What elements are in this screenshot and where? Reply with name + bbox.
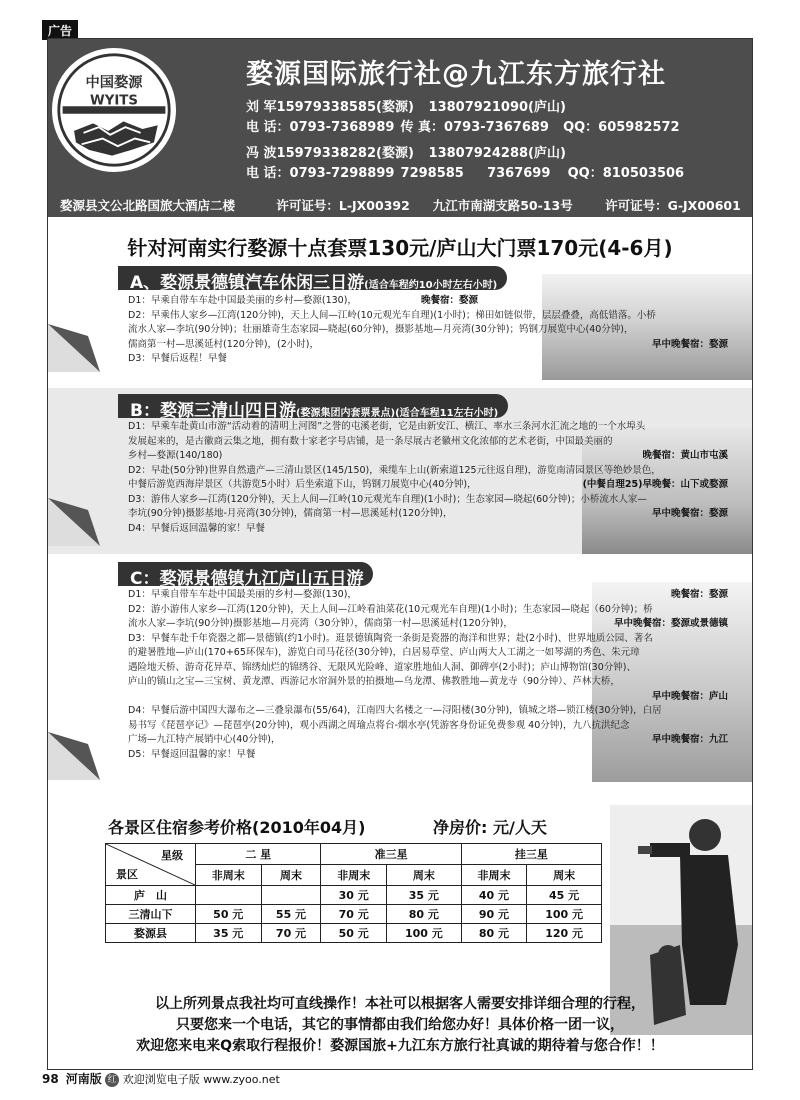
- ad-tag: 广告: [42, 20, 78, 40]
- address-jiujiang: 九江市南湖支路50-13号: [432, 198, 573, 213]
- contact-1-phone[interactable]: 电 话：0793-7368989: [246, 120, 395, 135]
- edition-label: 河南版: [65, 1072, 102, 1086]
- license-wuyuan: 许可证号：L-JX00392: [276, 198, 410, 213]
- tour-c-section: [48, 562, 752, 787]
- price-cell: 70 元: [261, 924, 321, 943]
- price-table: [105, 843, 602, 943]
- table-row: [106, 924, 602, 943]
- contact-row-3: [246, 142, 566, 161]
- footer-site[interactable]: 欢迎浏览电子版 www.zyoo.net: [122, 1073, 280, 1086]
- contact-2-phone-b[interactable]: 7298585: [400, 166, 464, 181]
- logo-emblem-icon: [55, 51, 173, 169]
- tour-b-note: (婺源集团内套票景点)(适合车程11左右小时): [295, 408, 499, 419]
- tour-a-d2-line3: 儒商第一村—思溪延村(120分钟)，(2小时)，: [128, 338, 320, 350]
- contact-1-mobile-b[interactable]: 13807921090(庐山): [428, 100, 566, 115]
- table-corner-cell: [106, 844, 196, 886]
- weekday-header: 非周末: [196, 865, 262, 886]
- tour-c-day-1: [128, 588, 728, 603]
- logo-top-text: 中国婺源: [85, 75, 143, 92]
- tour-b-d3-line2: 李坑(90分钟)摄影基地-月亮湾(30分钟)，儒商第一村—思溪延村(120分钟)，: [128, 508, 453, 519]
- tour-a-section: [48, 266, 752, 380]
- tour-c-itinerary: [128, 588, 728, 762]
- contact-row-4: [246, 162, 684, 181]
- price-cell: 55 元: [261, 905, 321, 924]
- contact-row-2: [246, 116, 680, 135]
- price-cell: 45 元: [527, 886, 602, 905]
- tour-b-d1-line2: 发展起来的，是古徽商云集之地，拥有数十家老字号店铺，是一条尽展古老徽州文化浓郁的艺术老街，中国最美丽的: [128, 435, 613, 447]
- tour-a-d2-meal: 早中晚餐宿：婺源: [651, 338, 728, 350]
- tour-c-d2-line2: 流水人家—李坑(90分钟)摄影基地—月亮湾（30分钟），儒商第一村—思溪延村(120分钟)，: [128, 618, 513, 629]
- contact-row-1: [246, 96, 566, 115]
- tour-b-d3-line1: D3：游伟人家乡—江湾(120分钟)，天上人间—江岭(10元观光车自理)(1小时)；生态家园—晓起(60分钟)；小桥流水人家—: [128, 493, 647, 505]
- contact-2-phone[interactable]: 电 话：0793-7298899: [246, 166, 395, 181]
- tour-c-d1-meal: 晚餐宿：婺源: [670, 589, 728, 600]
- promo-headline: 针对河南实行婺源十点套票130元/庐山大门票170元(4-6月): [127, 236, 673, 260]
- price-cell: 50 元: [321, 924, 387, 943]
- tour-c-d4-line2: 易书写《琵琶亭记》—琵琶亭(20分钟)，观小西湖之周瑜点将台-烟水亭(凭游客身份证免费参观 40分钟)，九八抗洪纪念: [128, 719, 630, 731]
- contact-1-mobile-a[interactable]: 刘 军15979338585(婺源): [246, 100, 414, 115]
- corner-bottom-label: 景区: [116, 868, 138, 881]
- tour-a-itinerary: [128, 294, 728, 367]
- weekend-header: 周末: [527, 865, 602, 886]
- address-row: [60, 196, 740, 214]
- weekend-header: 周末: [386, 865, 461, 886]
- price-cell: 80 元: [461, 924, 527, 943]
- price-cell: [196, 886, 262, 905]
- contact-2-qq[interactable]: QQ：810503506: [567, 166, 685, 181]
- level-header: 挂三星: [461, 844, 601, 865]
- tour-c-title-bar: [118, 562, 373, 589]
- tour-b-d2-line2: 中餐后游览西海岸景区（共游览5小时）后坐索道下山，钨钢刀展览中心(40分钟)，: [128, 479, 477, 490]
- tour-b-d2-line1: D2：早赴(50分钟)世界自然遗产—三清山景区(145/150)，乘缆车上山(新索道125元往返自理)，游览南清园景区等绝妙景色，: [128, 464, 661, 476]
- tour-a-d1-text: D1：早乘自带车车赴中国最美丽的乡村—婺源(130)，: [128, 295, 357, 306]
- contact-1-qq[interactable]: QQ：605982572: [563, 120, 680, 135]
- tour-c-d4-line3: 广场—九江特产展销中心(40分钟)，: [128, 734, 281, 745]
- page-curl-icon: [48, 732, 100, 780]
- page-curl-icon: [48, 324, 100, 372]
- closing-line-3: 欢迎您来电来Q索取行程报价！婺源国旅+九江东方旅行社真诚的期待着与您合作！！: [136, 1038, 664, 1054]
- tour-b-day-1: [128, 420, 728, 464]
- tour-b-d1-line3: 乡村—婺源(140/180): [128, 450, 223, 461]
- tour-a-title-bar: [118, 266, 507, 293]
- price-cell: 70 元: [321, 905, 387, 924]
- tour-b-day-3: [128, 493, 728, 522]
- tour-a-day-1: [128, 294, 728, 309]
- tour-b-title: B：婺源三清山四日游: [130, 401, 296, 421]
- price-table-unit: 净房价: 元/人天: [433, 818, 547, 837]
- row-label: 庐 山: [106, 886, 196, 905]
- level-header: 准三星: [321, 844, 461, 865]
- tour-b-day-2: [128, 464, 728, 493]
- tour-c-d4-line1: D4：早餐后游中国四大瀑布之—三叠泉瀑布(55/64)，江南四大名楼之一—浔阳楼(30分钟)，镇城之塔—锁江楼(30分钟)，白居: [128, 705, 662, 716]
- tour-c-d3-line3: 遇险地天桥、游奇花异草、锦绣灿烂的锦绣谷、无限风光险峰、道家胜地仙人洞、御碑亭(2小时)；庐山博物馆(30分钟)、: [128, 661, 636, 673]
- closing-line-1: 以上所列景点我社均可直线操作！本社可以根据客人需要安排详细合理的行程，: [155, 996, 645, 1012]
- price-cell: 100 元: [527, 905, 602, 924]
- license-jiujiang: 许可证号：G-JX00601: [605, 198, 741, 213]
- tour-b-itinerary: [128, 420, 728, 536]
- tour-b-d1-line1: D1：早乘车赴黄山市游“活动着的清明上河图”之誉的屯溪老街，它是由新安江、横江、率水三条河水汇流之地的一个水埠头: [128, 421, 646, 432]
- price-cell: 100 元: [386, 924, 461, 943]
- price-cell: 35 元: [386, 886, 461, 905]
- tour-a-d2-line2: 流水人家—李坑(90分钟)；壮丽雄奇生态家园—晓起(60分钟)，摄影基地—月亮湾(30分钟)；钨钢刀展览中心(40分钟)，: [128, 324, 634, 335]
- contact-2-phone-c[interactable]: 7367699: [487, 166, 551, 181]
- tour-b-d2-meal: (中餐自理25)早晚餐：山下或婺源: [582, 479, 728, 490]
- contact-2-mobile-b[interactable]: 13807924288(庐山): [428, 146, 566, 161]
- weekend-header: 周末: [261, 865, 321, 886]
- price-cell: [261, 886, 321, 905]
- closing-line-2: 只要您来一个电话，其它的事情都由我们给您办好！具体价格一团一议，: [176, 1017, 624, 1033]
- tour-a-note: (适合车程约10小时左右小时): [364, 280, 498, 291]
- price-cell: 50 元: [196, 905, 262, 924]
- page-footer: [42, 1070, 280, 1087]
- tour-b-title-bar: [118, 394, 508, 421]
- tour-b-section: [48, 388, 752, 554]
- tour-a-day-3: D3：早餐后返程！早餐: [128, 353, 227, 364]
- price-table-title: 各景区住宿参考价格(2010年04月): [108, 818, 366, 837]
- tour-c-d3-line2: 的避暑胜地—庐山(170+65环保车)，游览白司马花径(30分钟)，白居易草堂、庐山两大人工湖之一如琴湖的秀色、朱元璋: [128, 647, 640, 658]
- page-curl-icon: [48, 498, 100, 546]
- weekday-header: 非周末: [461, 865, 527, 886]
- tour-c-d1-text: D1：早乘自带车车赴中国最美丽的乡村—婺源(130)，: [128, 589, 357, 600]
- price-cell: 90 元: [461, 905, 527, 924]
- tour-c-d3-line1: D3：早餐车赴千年瓷器之都—景德镇(约1小时)。逛景德镇陶瓷一条街是瓷器的海洋和世界；赴(2小时)、世界地质公园、著名: [128, 632, 653, 644]
- price-cell: 120 元: [527, 924, 602, 943]
- tour-a-d2-line1: D2：早乘伟人家乡—江湾(120分钟)，天上人间—江岭(10元观光车自理)(1小时)；梯田如链似带，层层叠叠，高低错落。小桥: [128, 309, 656, 321]
- tour-c-day-3: [128, 632, 728, 705]
- logo-mid-text: WYITS: [90, 93, 138, 109]
- agency-logo: [52, 48, 176, 172]
- price-cell: 35 元: [196, 924, 262, 943]
- level-header: 二 星: [196, 844, 321, 865]
- tour-a-d1-meal: 晚餐宿：婺源: [420, 295, 478, 306]
- weekday-header: 非周末: [321, 865, 387, 886]
- tour-c-d4-meal: 早中晚餐宿：九江: [651, 734, 728, 745]
- table-row: [106, 886, 602, 905]
- tour-b-day-4: D4：早餐后返回温馨的家！早餐: [128, 522, 265, 534]
- price-cell: 40 元: [461, 886, 527, 905]
- address-wuyuan: 婺源县文公北路国旅大酒店二楼: [60, 198, 236, 213]
- tour-c-d2-meal: 早中晚餐宿：婺源或景德镇: [613, 618, 728, 629]
- tour-c-d2-line1: D2：游小游伟人家乡—江湾(120分钟)，天上人间—江岭看油菜花(10元观光车自理)(1小时)；生态家园—晓起（60分钟)；桥: [128, 603, 653, 615]
- tour-c-d3-meal: 早中晚餐宿：庐山: [651, 690, 728, 702]
- tour-c-d3-line4: 庐山的镇山之宝—三宝树、黄龙潭、西游记水帘洞外景的拍摄地—乌龙潭、佛教胜地—黄龙寺（90分钟）、芦林大桥，: [128, 676, 620, 687]
- row-label: 三清山下: [106, 905, 196, 924]
- contact-1-fax[interactable]: 传 真：0793-7367689: [400, 120, 549, 135]
- row-label: 婺源县: [106, 924, 196, 943]
- contact-2-mobile-a[interactable]: 冯 波15979338282(婺源): [246, 146, 414, 161]
- price-cell: 80 元: [386, 905, 461, 924]
- edition-badge-icon: 红: [105, 1073, 119, 1087]
- price-cell: 30 元: [321, 886, 387, 905]
- tour-b-d3-meal: 早中晚餐宿：婺源: [651, 508, 728, 519]
- tour-c-day-2: [128, 603, 728, 632]
- table-row: [106, 905, 602, 924]
- tour-c-day-4: [128, 704, 728, 748]
- corner-top-label: 星级: [161, 849, 183, 862]
- agency-title: 婺源国际旅行社@九江东方旅行社: [246, 59, 666, 90]
- tour-c-day-5: D5：早餐返回温馨的家！早餐: [128, 748, 256, 760]
- table-header-row: [106, 844, 602, 865]
- tour-a-day-2: [128, 309, 728, 353]
- tour-a-title: A、婺源景德镇汽车休闲三日游: [130, 273, 365, 293]
- tour-b-d1-meal: 晚餐宿：黄山市屯溪: [642, 450, 728, 461]
- page-number: 98: [42, 1072, 59, 1086]
- tour-c-title: C：婺源景德镇九江庐山五日游: [130, 569, 364, 589]
